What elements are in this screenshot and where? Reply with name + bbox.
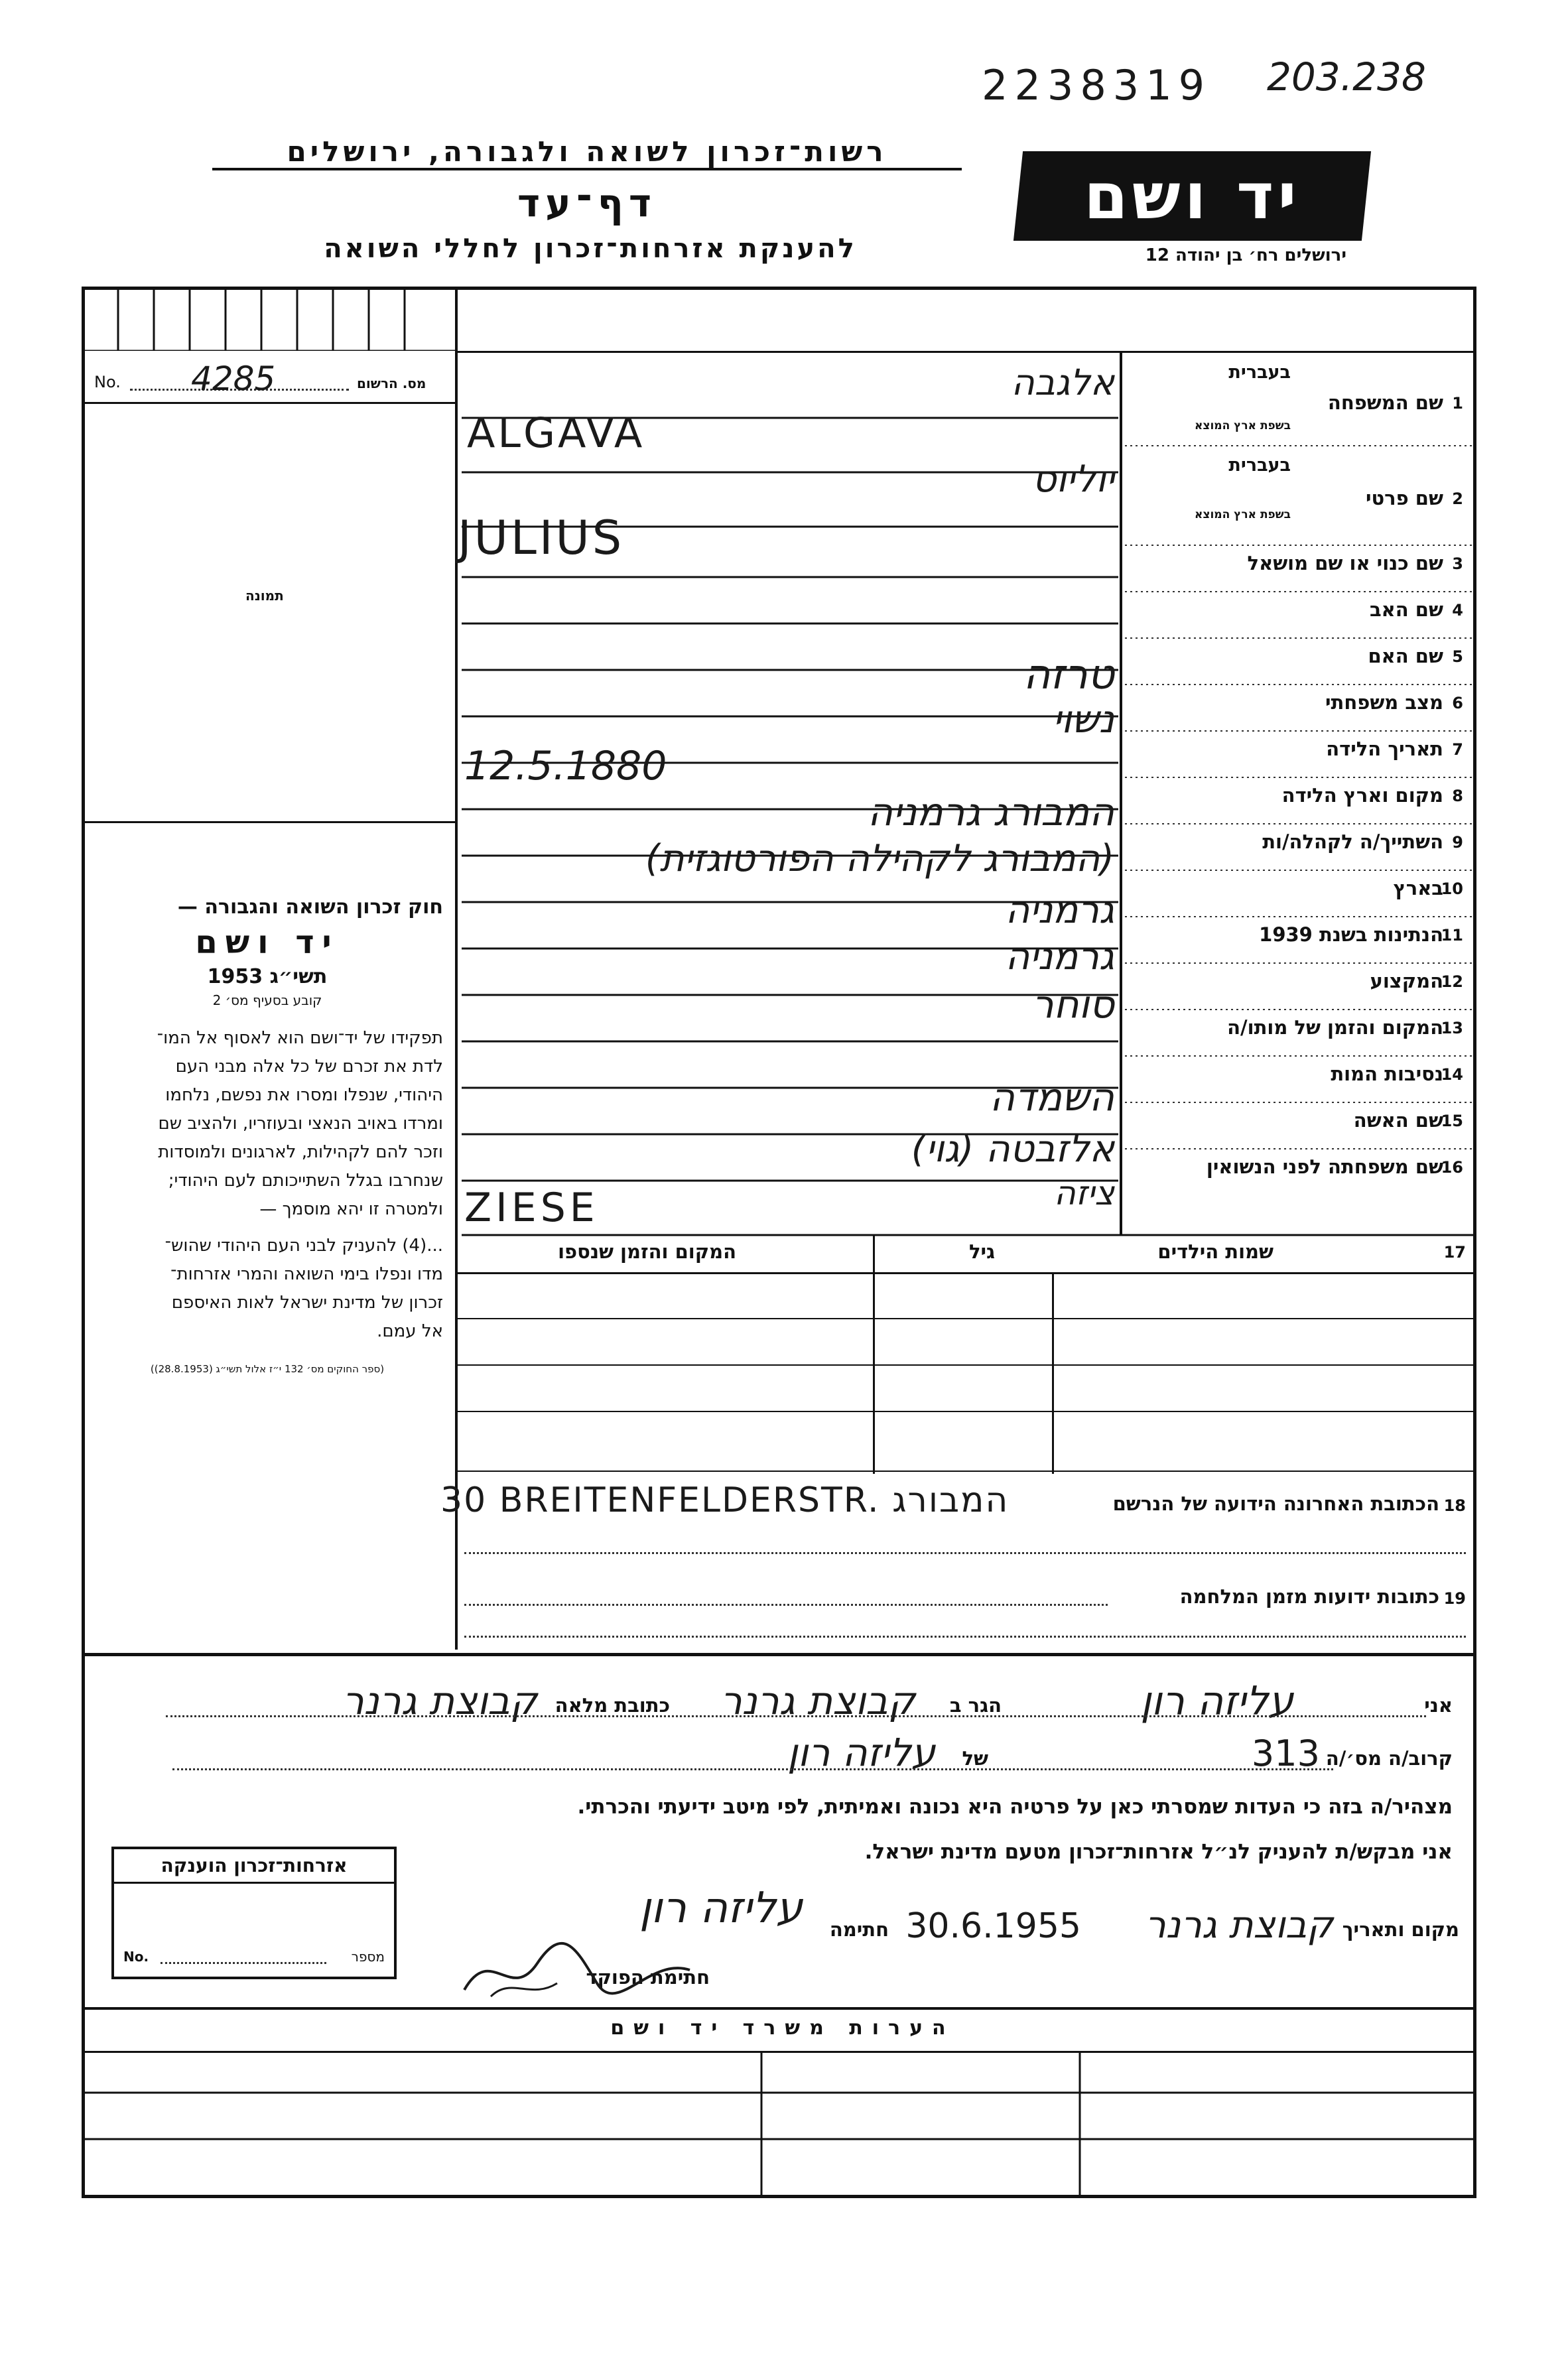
org-line: רשות־זכרון לשואה ולגבורה, ירושלים [212,135,962,170]
value-family-name-origin: ALGAVA [467,409,645,457]
decl-place-value: קבוצת גרנר [1145,1904,1333,1947]
check-boxes-row [85,290,456,351]
value-maiden-name-hebrew: ציזה [1054,1174,1114,1212]
field-label-nickname: שם כנוי או שם מושאל [1247,552,1443,574]
field-sub-origin: בשפת ארץ המוצא [1194,508,1291,521]
value-first-name-hebrew: יוליוס [1032,458,1114,501]
check-boxes-grid [85,290,456,351]
law-title: חוק זכרון השואה והגבורה — [177,895,443,919]
children-col-names: שמות הילדים [1157,1240,1274,1263]
decl-statement-1: מצהיר/ה בזה כי העדות שמסרתי כאן על פרטיה היא נכונה ואמיתית, לפי מיטב ידיעתי והכרתי. [577,1795,1453,1819]
handwritten-ref: 203.238 [1267,54,1426,99]
field-label-last-address: הכתובת האחרונה הידועה של הנרשם [1112,1492,1439,1515]
children-col-age: גיל [968,1240,995,1263]
field-label-death-circumstances: נסיבות המות [1331,1063,1443,1085]
field-number: 10 [1441,880,1463,898]
decl-relative-label: קרוב/ה מס׳/ה [1325,1747,1453,1770]
value-last-address: 30 BREITENFELDERSTR. המבורג [440,1480,1010,1520]
law-text-line: שנחרבו בגלל השתייכותם לעם היהודי; [168,1171,443,1191]
field-number: 11 [1441,926,1463,945]
field-sub-hebrew: בעברית [1228,455,1291,476]
decl-ani-value: עליזה רון [1140,1678,1293,1725]
field-number: 18 [1443,1496,1466,1515]
decl-statement-2: אני מבקש/ת להעניק לנ״ל אזרחות־זכרון מטעם מדינת ישראל. [864,1840,1453,1864]
field-label-maiden-name: שם משפחתה לפני הנשואין [1206,1155,1443,1178]
registration-separator [85,402,455,404]
decl-date-value: 30.6.1955 [905,1906,1081,1946]
law-text-line: היהודי, שנפלו ומסרו את נפשם, נלחמו [165,1085,443,1105]
remarks-grid [85,2053,1474,2195]
decl-of-value: עליזה רון [787,1730,935,1775]
law-text-line: ולמטרה זו יהא מוסמך — [259,1199,443,1219]
law-clause: קובע בסעיף מס׳ 2 [212,992,322,1008]
law-text-line: מדו ונפלו בימי השואה והמרי אזרחות־ [170,1264,443,1284]
law-text-line: לדת את זכרם של כל אלה מבני העם [175,1057,443,1077]
field-number: 19 [1443,1589,1466,1608]
field-label-wife-name: שם האשה [1353,1109,1443,1132]
declaration-line-2 [93,1730,1466,1776]
field-number: 13 [1441,1019,1463,1037]
decl-relative-value: 313 [1251,1733,1320,1774]
value-first-name-origin: JULIUS [458,511,625,565]
law-year: תשי״ג 1953 [207,965,328,988]
field-label-marital-status: מצב משפחתי [1325,691,1443,714]
decl-ani-label: אני [1424,1694,1453,1717]
field-label-nationality-1939: הנתינות בשנת 1939 [1259,923,1443,946]
field-label-birth-date: תאריך הלידה [1326,738,1443,760]
law-text-line: תפקידו של יד־ושם הוא לאסוף אל המו־ [157,1028,443,1048]
photo-separator [85,821,455,823]
field-sub-origin: בשפת ארץ המוצא [1194,419,1291,432]
field-number: 6 [1452,694,1463,712]
law-text-line: ...(4) להעניק לבני העם היהודי שהוש־ [164,1236,443,1256]
field-number: 8 [1452,787,1463,805]
declaration-separator [85,1653,1474,1656]
value-birth-place: המבורג גרמניה [868,789,1114,834]
decl-address-value: קבוצת גרנר [342,1678,537,1723]
decl-hagar-label: הגר ב [949,1694,1002,1717]
value-profession: סוחר [1031,982,1114,1027]
field-number: 7 [1452,740,1463,759]
law-text-line: וזכר להם לקהילות, לארגונים ולמוסדות [158,1142,443,1162]
decl-signature-label: חתימה [829,1918,889,1941]
registration-label: מס. הרשום [357,375,426,391]
decl-place-date-label: מקום ותאריך [1342,1918,1459,1941]
value-nationality-1939: גרמניה [1005,935,1114,978]
decl-line-dots [172,1768,1333,1770]
decl-signature-value: עליזה רון [639,1884,803,1933]
decl-of-label: של [962,1747,988,1770]
field-number: 16 [1441,1158,1463,1177]
field-label-wartime-addresses: כתובות ידועות מזמן המלחמה [1179,1585,1439,1608]
citizenship-number-label: מספר [351,1949,385,1965]
value-wife-name: אלזבטה (גוי) [911,1128,1114,1171]
field-number: 17 [1443,1243,1466,1262]
decl-address-label: כתובת מלאה [555,1694,670,1717]
field-number: 9 [1452,833,1463,852]
row-wartime-addresses [458,1572,1472,1618]
photo-label: תמונה [245,588,284,604]
law-section [92,895,443,1375]
registration-row [92,360,450,398]
field-label-mother-name: שם האם [1368,645,1443,667]
value-community: (המבורג לקהילה הפורטוגזית) [645,837,1114,880]
form-title: דף־עד [517,180,657,226]
wartime-address-line [464,1636,1466,1638]
field-rows [1125,353,1470,1235]
field-label-community: השתייך/ה לקהלה/ות [1262,830,1443,853]
field-number: 3 [1452,555,1463,573]
field-label-profession: המקצוע [1370,970,1443,992]
address-line [464,1552,1466,1554]
citizenship-title: אזרחות־זכרון הוענקה [114,1849,394,1884]
law-text-line: ומרדו באויב הנאצי ובעוזריו, ולהציב שם [158,1114,443,1134]
declaration-line-1 [93,1678,1466,1725]
officer-signature-scribble [451,1937,703,2010]
value-maiden-name-origin: ZIESE [464,1185,599,1231]
value-family-name-hebrew: אלגבה [1011,361,1114,403]
field-label-death-place-time: המקום והזמן של מותו/ה [1227,1016,1443,1039]
law-text-line: זכרון של מדינת ישראל לאות האיספם [171,1293,443,1313]
field-number: 1 [1452,394,1463,413]
children-col-place: המקום והזמן שנספו [558,1240,736,1263]
yad-vashem-logo [1013,151,1371,241]
officer-signature-label: חתימת הפוקד [586,1966,710,1989]
logo-text: יד ושם [1084,159,1301,233]
field-label-father-name: שם האב [1369,598,1443,621]
field-number: 5 [1452,647,1463,666]
header-address: ירושלים רח׳ בן יהודה 12 [1145,245,1346,265]
remarks-title: הערות משרד יד ושם [610,2016,955,2040]
registration-no-value: 4285 [191,360,276,398]
field-label-birth-place: מקום וארץ הלידה [1281,784,1443,807]
serial-number: 2238319 [982,61,1212,109]
citizenship-no-prefix: No. [123,1949,149,1965]
field-label-family-name: שם המשפחה [1327,391,1443,414]
decl-hagar-value: קבוצת גרנר [720,1678,915,1723]
field-label-first-name: שם פרטי [1365,487,1443,509]
children-table-header [458,1235,1472,1270]
value-mother-name: טרזה [1023,650,1114,698]
field-sub-hebrew: בעברית [1228,362,1291,383]
field-number: 4 [1452,601,1463,620]
value-marital-status: נשוי [1052,696,1114,742]
value-birth-date: 12.5.1880 [464,743,667,789]
field-number: 14 [1441,1065,1463,1084]
remarks-separator [85,2007,1474,2010]
field-number: 15 [1441,1112,1463,1130]
value-country: גרמניה [1005,889,1114,932]
citizenship-box [111,1847,397,1979]
officer-signature-row [451,1957,1466,2003]
citizenship-no-line [161,1962,326,1964]
field-label-country: בארץ [1393,877,1443,899]
law-text-line: אל עמם. [377,1321,443,1341]
wartime-address-line [464,1604,1108,1606]
registration-no-prefix: No. [94,373,121,391]
field-number: 12 [1441,972,1463,991]
form-subtitle: להענקת אזרחות־זכרון לחללי השואה [324,233,857,264]
law-name: יד ושם [195,924,340,961]
value-death-circumstances: השמדה [990,1075,1114,1120]
children-rows [458,1272,1476,1478]
field-number: 2 [1452,490,1463,508]
decl-line-dots [166,1715,1426,1717]
law-source: (ספר החוקים מס׳ 132 י״ז אלול תשי״ג (28.8.1953)) [150,1363,385,1375]
